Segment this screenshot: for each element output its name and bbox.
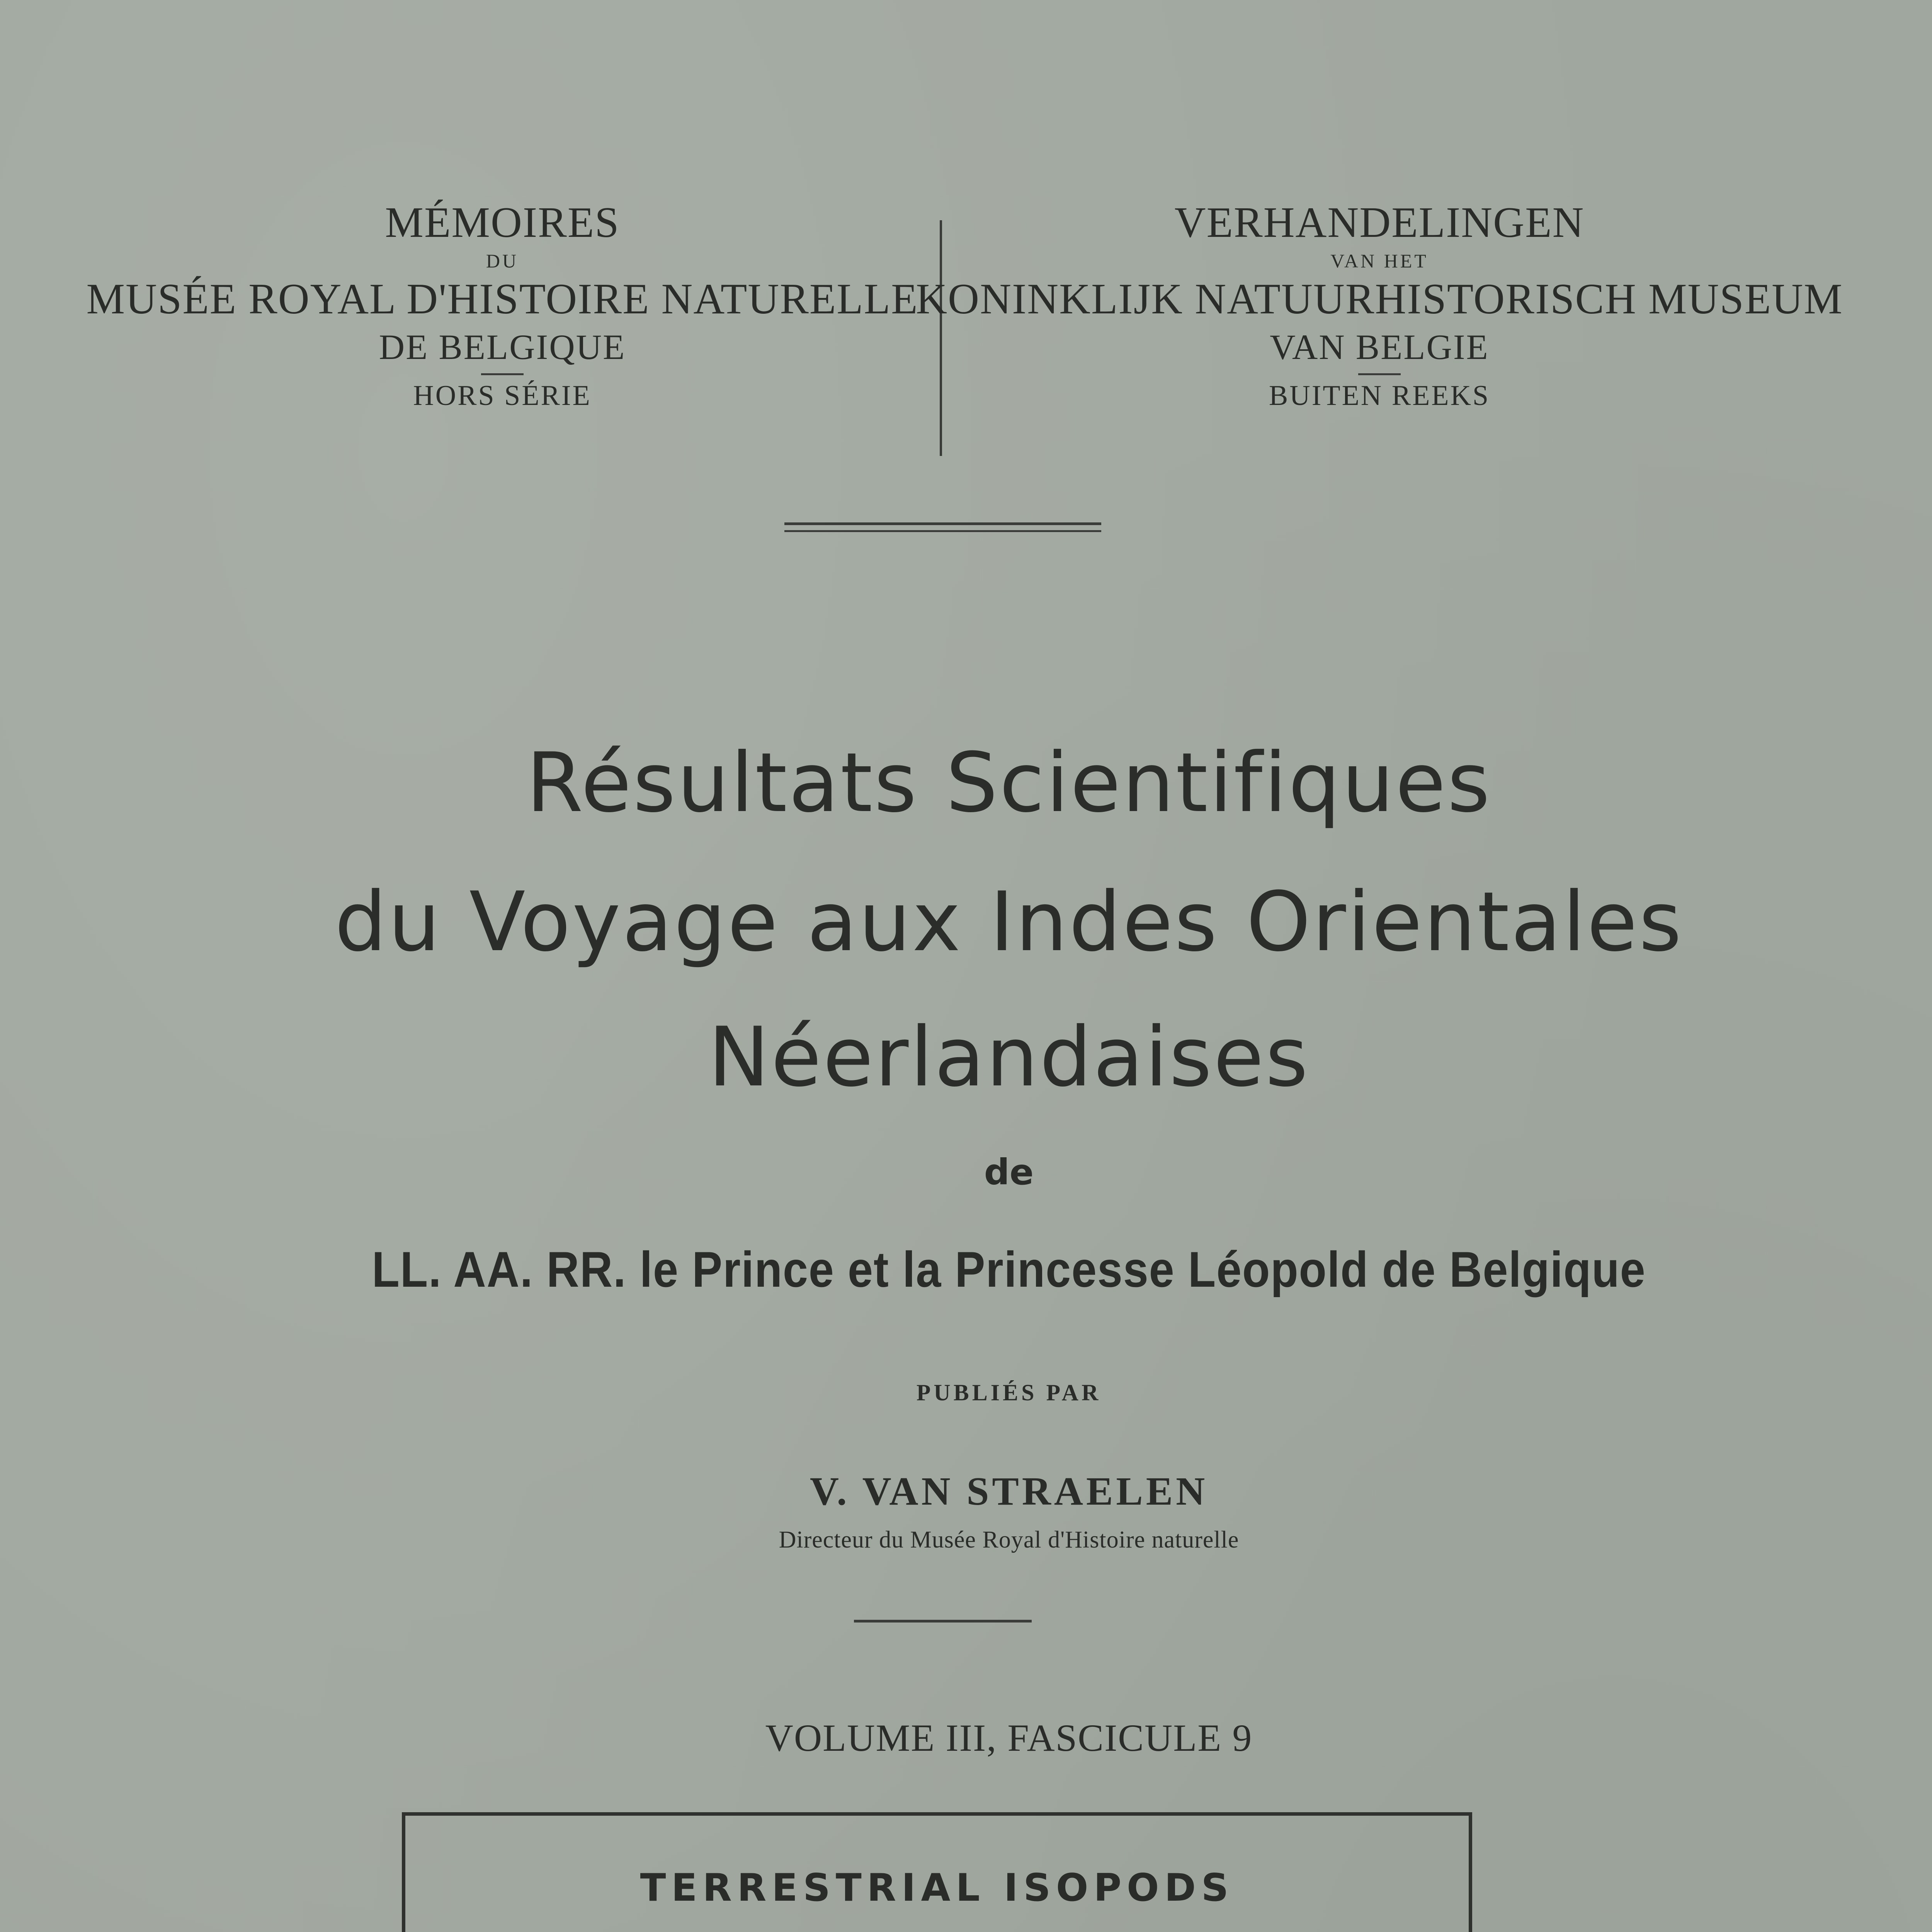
published-by-label: PUBLIÉS PAR (916, 1380, 1102, 1405)
double-rule-bottom (784, 530, 1101, 532)
header-left-du: DU (486, 250, 519, 272)
editor-role: Directeur du Musée Royal d'Histoire naturelle (779, 1527, 1239, 1553)
title-line-1: Résultats Scientifiques (526, 735, 1492, 830)
header-right-verhandelingen: VERHANDELINGEN (1174, 199, 1585, 247)
title-line-2: du Voyage aux Indes Orientales (335, 874, 1683, 969)
header-left-series: HORS SÉRIE (413, 380, 592, 412)
header-right-rule (1358, 373, 1401, 375)
double-rule-top (784, 522, 1101, 525)
header-left-rule (481, 373, 524, 375)
fascicle-title: TERRESTRIAL ISOPODS (640, 1866, 1234, 1910)
middle-rule (854, 1620, 1032, 1622)
header-right (916, 201, 1843, 410)
header-left (39, 201, 966, 410)
header-left-museum: MUSÉE ROYAL D'HISTOIRE NATURELLE (86, 275, 918, 323)
header-right-van-het: VAN HET (1330, 250, 1429, 272)
header-left-memoires: MÉMOIRES (385, 199, 620, 247)
title-de: de (984, 1151, 1034, 1193)
header-right-museum: KONINKLIJK NATUURHISTORISCH MUSEUM (916, 275, 1843, 323)
title-princes: LL. AA. RR. le Prince et la Princesse Léopold de Belgique (372, 1241, 1646, 1298)
header-left-belgique: DE BELGIQUE (379, 327, 626, 367)
volume-fascicule: VOLUME III, FASCICULE 9 (765, 1716, 1253, 1759)
fascicle-title-box (402, 1812, 1472, 1932)
editor-name: V. VAN STRAELEN (810, 1469, 1208, 1514)
header-right-series: BUITEN REEKS (1269, 380, 1490, 412)
title-line-3: Néerlandaises (708, 1009, 1310, 1105)
header-right-belgie: VAN BELGIE (1270, 327, 1489, 367)
